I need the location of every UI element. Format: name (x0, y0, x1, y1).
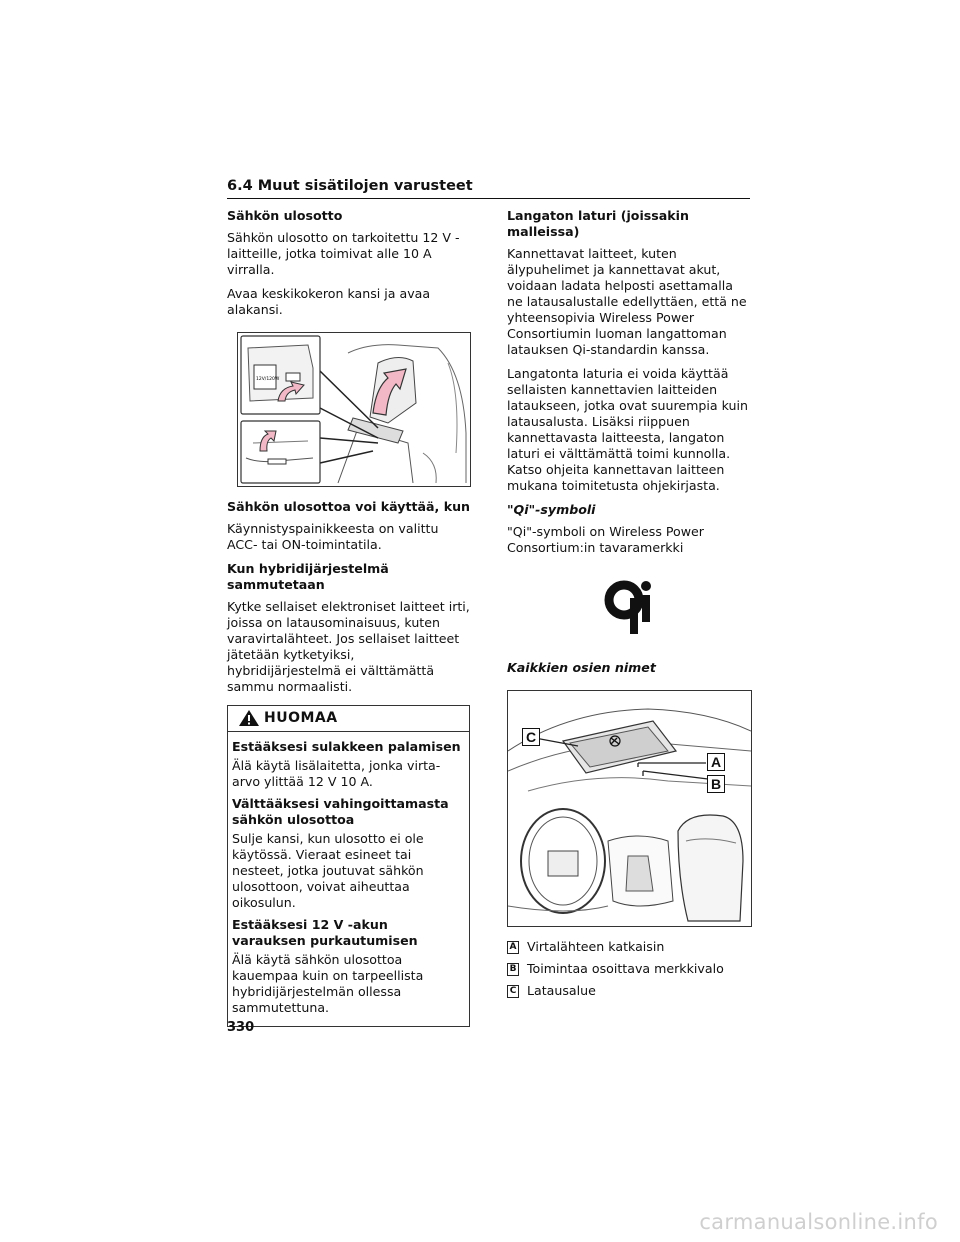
paragraph: Avaa keskikokeron kansi ja avaa alakansi. (227, 286, 431, 317)
notice-paragraph: Älä käytä sähkön ulosottoa kauempaa kuin on tarpeellista hybridijärjestelmän ollessa sammutettuna. (232, 952, 424, 1015)
paragraph: Sähkön ulosotto on tarkoitettu 12 V -laitteille, jotka toimivat alle 10 A virralla. (227, 230, 460, 277)
notice-body (228, 732, 469, 1026)
paragraph: Käynnistyspainikkeesta on valittu ACC- tai ON-toimintatila. (227, 521, 439, 552)
callout-a: A (707, 753, 725, 771)
power-outlet-illustration (238, 333, 470, 486)
notice-paragraph: Sulje kansi, kun ulosotto ei ole käytössä. Vieraat esineet tai nesteet, jotka joutuvat sähkön ulosottoon, voivat aiheuttaa oikosulun. (232, 831, 424, 910)
paragraph: Langatonta laturia ei voida käyttää sellaisten kannettavien laitteiden lataukseen, jotka ovat suurempia kuin latausalusta. Lisäksi riippuen kannettavasta laitteesta, langaton laturi ei välttämättä toimi kunnolla. Katso ohjeita kannettavan laitteen mukana toimitetusta ohjekirjasta. (507, 366, 748, 493)
section-header: 6.4 Muut sisätilojen varusteet (227, 178, 750, 199)
notice-header (228, 706, 469, 732)
qi-logo-icon (604, 578, 654, 636)
notice-heading: Estääksesi sulakkeen palamisen (232, 739, 461, 754)
right-column (507, 208, 750, 1003)
notice-heading: Välttääksesi vahingoittamasta sähkön ulosottoa (232, 796, 449, 827)
qi-logo-container (507, 564, 750, 650)
callout-c: C (522, 728, 540, 746)
paragraph: Kannettavat laitteet, kuten älypuhelimet ja kannettavat akut, voidaan ladata helposti asettamalla ne latausalustalle edellyttäen, että ne yhteensopivia Wireless Power Consortiumin luoman langattoman latauksen Qi-standardin kanssa. (507, 246, 747, 357)
heading-qi-symbol: "Qi"-symboli (507, 502, 596, 517)
notice-box (227, 705, 470, 1027)
paragraph: Kytke sellaiset elektroniset laitteet irti, joissa on latausominaisuus, kuten varavirtalähteet. Jos sellaiset laitteet jätetään kytketyiksi, hybridijärjestelmä ei välttämättä sammu normaalisti. (227, 599, 470, 694)
heading-part-names: Kaikkien osien nimet (507, 660, 656, 675)
heading-hybrid-off: Kun hybridijärjestelmä sammutetaan (227, 561, 389, 592)
notice-paragraph: Älä käytä lisälaitetta, jonka virta-arvo ylittää 12 V 10 A. (232, 758, 441, 789)
notice-title: HUOMAA (264, 710, 338, 726)
legend-key: A (507, 941, 519, 954)
power-outlet-figure (237, 332, 471, 487)
legend-item (507, 939, 750, 955)
left-column (227, 208, 470, 1027)
heading-power-outlet: Sähkön ulosotto (227, 208, 343, 223)
svg-text:12V/120W: 12V/120W (256, 377, 280, 382)
paragraph: "Qi"-symboli on Wireless Power Consortium:in tavaramerkki (507, 524, 704, 555)
heading-usage-conditions: Sähkön ulosottoa voi käyttää, kun (227, 499, 471, 514)
legend-label: Toimintaa osoittava merkkivalo (527, 961, 724, 976)
legend-key: C (507, 985, 519, 998)
legend-item (507, 983, 750, 999)
heading-wireless-charger: Langaton laturi (joissakin malleissa) (507, 208, 689, 239)
warning-icon (238, 709, 260, 727)
wireless-charger-figure (507, 690, 752, 927)
page-number: 330 (227, 1020, 255, 1035)
legend-label: Virtalähteen katkaisin (527, 939, 665, 954)
callout-b: B (707, 775, 725, 793)
legend-item (507, 961, 750, 977)
legend-label: Latausalue (527, 983, 596, 998)
wireless-charger-illustration (508, 691, 751, 926)
notice-heading: Estääksesi 12 V -akun varauksen purkautumisen (232, 917, 418, 948)
watermark: carmanualsonline.info (699, 1210, 938, 1234)
legend-key: B (507, 963, 519, 976)
